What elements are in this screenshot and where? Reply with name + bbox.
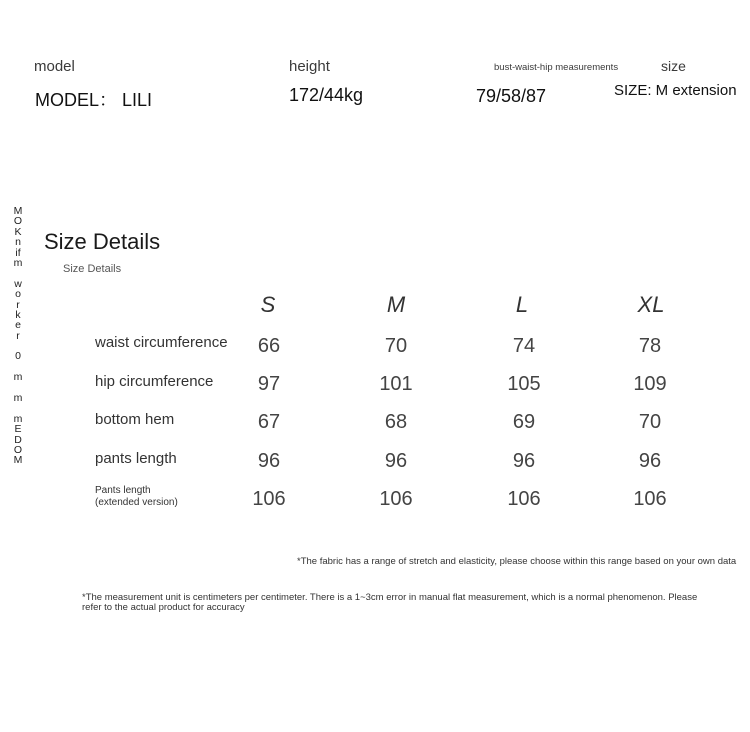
table-cell: 106 [507,488,541,510]
table-cell: 106 [379,488,413,510]
table-cell: 105 [507,373,541,395]
model-value: MODEL： LILI [35,90,153,110]
table-cell: 78 [638,335,662,357]
row-label-bottom-hem: bottom hem [95,411,175,428]
measurements-label: bust-waist-hip measurements [494,62,619,73]
size-header-xl: XL [637,292,665,317]
table-cell: 74 [512,335,536,357]
row-label-waist: waist circumference [95,334,228,351]
size-header-s: S [260,292,276,317]
table-cell: 96 [638,450,662,472]
table-cell: 70 [638,411,662,433]
stretch-note: *The fabric has a range of stretch and elasticity, please choose within this range based on your own data [297,556,737,567]
table-cell: 96 [384,450,408,472]
size-label: size [661,58,686,74]
table-cell: 96 [512,450,536,472]
row-label-pants-length-extended: Pants length (extended version) [95,485,178,508]
table-cell: 109 [633,373,667,395]
size-header-l: L [515,292,529,317]
measurements-value: 79/58/87 [476,86,547,106]
table-cell: 69 [512,411,536,433]
table-cell: 67 [257,411,281,433]
table-cell: 96 [257,450,281,472]
height-value: 172/44kg [289,85,364,105]
row-label-pants-length: pants length [95,450,177,467]
row-label-hip: hip circumference [95,373,214,390]
table-cell: 66 [257,335,281,357]
table-cell: 97 [257,373,281,395]
size-header-m: M [386,292,406,317]
size-details-subtitle: Size Details [63,263,122,275]
side-brand-text: M O K n if m w o r k e r 0 m m m E D O M [13,205,23,467]
table-cell: 68 [384,411,408,433]
height-label: height [289,58,330,75]
size-details-title: Size Details [44,229,161,254]
table-cell: 106 [633,488,667,510]
measurement-note: *The measurement unit is centimeters per centimeter. There is a 1~3cm error in manual flat measurement, which is a normal phenomenon. Please refer to the actual product for accuracy [82,592,698,613]
table-cell: 101 [379,373,413,395]
model-label: model [34,58,75,75]
size-value: SIZE: M extension [614,82,737,99]
table-cell: 106 [252,488,286,510]
table-cell: 70 [384,335,408,357]
